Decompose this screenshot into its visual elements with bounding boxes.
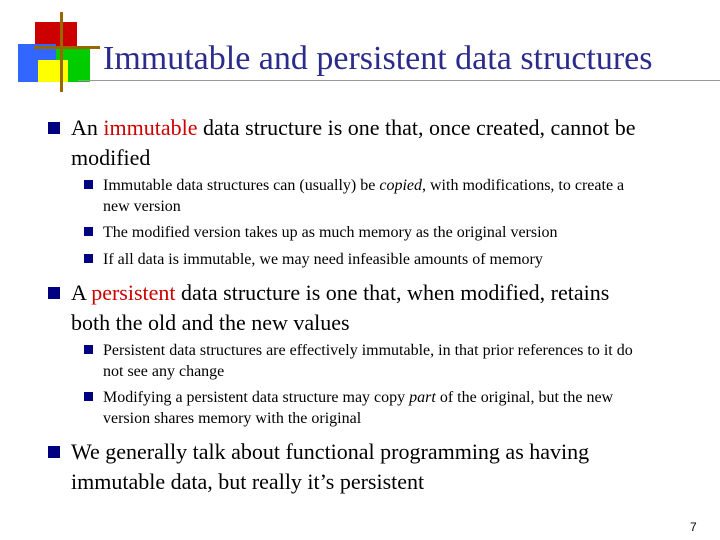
bullet-text (71, 113, 691, 173)
text-run: immutable data, but really it’s persistent (71, 469, 425, 494)
square-bullet-icon (48, 446, 60, 458)
sub-bullet-text (103, 249, 703, 270)
text-run: not see any change (103, 363, 225, 380)
sub-bullet-text (103, 222, 703, 243)
square-bullet-icon (84, 227, 93, 236)
text-line (103, 196, 703, 217)
sub-bullet-text (103, 340, 703, 382)
text-line (71, 437, 691, 467)
text-run: An (71, 115, 104, 140)
text-run: Persistent data structures are effectively immutable, in that prior references to it do (103, 342, 633, 359)
bullet-text (71, 437, 691, 497)
page-number: 7 (690, 520, 697, 534)
text-run: both the old and the new values (71, 310, 350, 335)
text-line (103, 408, 703, 429)
sub-bullet-text (103, 175, 703, 217)
text-line (71, 308, 691, 338)
square-bullet-icon (48, 122, 60, 134)
text-run: data structure is one that, when modified, retains (175, 280, 610, 305)
text-run: If all data is immutable, we may need infeasible amounts of memory (103, 251, 543, 268)
text-run: Immutable data structures can (usually) be (103, 177, 380, 194)
text-line (103, 249, 703, 270)
text-line (71, 113, 691, 143)
text-run: modified (71, 145, 151, 170)
text-run: version shares memory with the original (103, 410, 362, 427)
text-line (103, 222, 703, 243)
text-run: The modified version takes up as much memory as the original version (103, 224, 558, 241)
text-line (71, 278, 691, 308)
bullet-text (71, 278, 691, 338)
square-bullet-icon (84, 345, 93, 354)
text-line (71, 467, 691, 497)
text-run: new version (103, 198, 181, 215)
sub-bullet-text (103, 387, 703, 429)
square-bullet-icon (48, 287, 60, 299)
text-run: Modifying a persistent data structure may copy (103, 389, 410, 406)
emphasized-term: copied (379, 177, 422, 194)
emphasized-term: part (409, 389, 436, 406)
highlighted-term: immutable (103, 115, 198, 140)
text-line (103, 361, 703, 382)
text-run: , with modifications, to create a (422, 177, 625, 194)
text-line (103, 340, 703, 361)
square-bullet-icon (84, 254, 93, 263)
page-title: Immutable and persistent data structures (103, 40, 653, 77)
text-run: A (71, 280, 92, 305)
text-run: We generally talk about functional programming as having (71, 439, 590, 464)
square-bullet-icon (84, 392, 93, 401)
text-line (103, 175, 703, 196)
text-line (71, 143, 691, 173)
text-run: data structure is one that, once created, cannot be (197, 115, 636, 140)
square-bullet-icon (84, 180, 93, 189)
highlighted-term: persistent (91, 280, 176, 305)
text-line (103, 387, 703, 408)
text-run: of the original, but the new (435, 389, 614, 406)
